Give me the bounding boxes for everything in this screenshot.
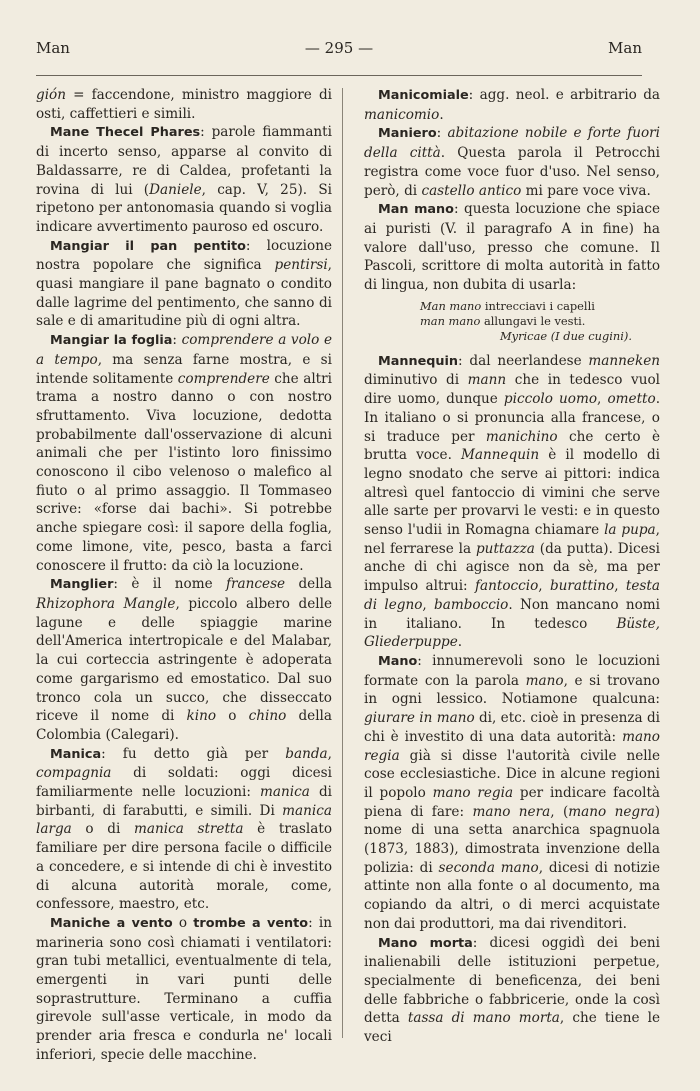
body-text: , (614, 578, 626, 595)
italic-text: compagnia (36, 765, 112, 782)
body-text: : dal neerlandese (458, 352, 589, 369)
headword: Mangiar il pan pentito (50, 238, 246, 254)
body-text: : in marineria sono così chiamati i ventilatori: gran tubi metallici, eventualmente di tela, emergenti in vari punti delle soprastrutture. Terminano a cuffia girevole sull'asse verticale, in modo da prender aria fresca e condurla ne' locali inferiori, specie delle macchine. (36, 914, 332, 1063)
headword: Mannequin (378, 353, 459, 369)
body-text: intrecciavi i capelli (481, 298, 595, 313)
body-text: . In italiano o si pronuncia alla francese, o si traduce per (364, 391, 661, 445)
italic-text: abitazione nobile e forte fuori della città (364, 125, 660, 162)
italic-text: mano (525, 672, 564, 689)
body-text: mi pare voce viva. (521, 182, 651, 199)
italic-text: pentirsi (274, 257, 328, 274)
page-header (36, 36, 642, 60)
body-text: diminutivo di (364, 372, 468, 389)
italic-text: manneken (588, 352, 660, 369)
body-text: , (327, 745, 332, 762)
body-text: = faccendone, ministro maggiore di osti, caffettieri e simili. (36, 87, 332, 122)
body-text: : innumerevoli sono le locuzioni formate con la parola (364, 652, 660, 689)
italic-text: piccolo uomo (503, 391, 598, 408)
italic-text: giurare in mano (364, 710, 475, 727)
body-text: della (285, 576, 332, 593)
headword: Mangiar la foglia (50, 333, 173, 349)
headword: Mane Thecel Phares (50, 125, 201, 141)
italic-text: puttazza (475, 540, 535, 557)
body-text: , e si trovano in ogni lessico. Notiamone qualcuna: (364, 672, 660, 708)
body-text: : agg. neol. e arbitrario da (468, 87, 660, 103)
body-text: . (439, 106, 444, 123)
body-text: è il modello di legno snodato che serve ai pittori: indica altresì quel fantoccio di vimini che serve alle sarte per provarvi le vesti: e in questo senso l'udii in Romagna chiamare (364, 447, 660, 539)
italic-text: Man mano (420, 298, 482, 313)
body-text: , ma senza farne mostra, e si intende solitamente (36, 351, 332, 387)
dictionary-entry (364, 86, 660, 124)
body-text: , che tiene le veci (364, 1010, 660, 1046)
dictionary-entry (364, 934, 660, 1047)
italic-text: mann (467, 372, 507, 389)
body-text: , dicesi di notizie attinte non alla fonte o al documento, ma copiando da altri, o di merci acquistate non dai produttori, ma dai rivenditori. (364, 859, 660, 932)
dictionary-entry (36, 914, 332, 1065)
right-column (364, 86, 660, 1047)
body-text: o (216, 708, 249, 725)
body-text: già si disse l'autorità civile nelle cose ecclesiastiche. Dice in alcune regioni il popolo (364, 747, 660, 801)
italic-text: man mano (420, 313, 481, 328)
body-text: della Colombia (Calegari). (36, 708, 333, 743)
body-text: , piccolo albero delle lagune e delle spiaggie marine dell'America intertropicale e del Malabar, la cui corteccia astringente è adoperata come gargarismo ed emostatico. Dal suo tronco cola un succo, che disseccato riceve il nome di (36, 595, 332, 725)
italic-text: manica (260, 784, 310, 801)
headword: Mano morta (378, 935, 473, 951)
body-text: , (597, 391, 608, 408)
italic-text: Rhizophora Mangle (36, 595, 176, 612)
italic-text: mano negra (568, 803, 655, 820)
body-text: che altri trama a nostro danno o con nostro sfruttamento. Viva locuzione, dedotta probabilmente dall'osservazione di alcuni animali che per l'istinto loro finissimo conoscono il cibo velenoso o malefico al fiuto o al primo assaggio. Il Tommaseo scrive: «forse dai bachi». Si potrebbe anche spiegare così: il sapore della foglia, come limone, vite, pesco, basta a farci conoscere il frutto: da ciò la locuzione. (36, 370, 332, 574)
body-text: . Questa parola il Petrocchi registra come voce fuor d'uso. Nel senso, però, di (364, 145, 660, 199)
header-right: Man (608, 39, 642, 57)
italic-text: banda (285, 745, 328, 762)
italic-text: Daniele (149, 181, 202, 198)
body-text: , quasi mangiare il pane bagnato o condito dalle lagrime del pentimento, che sanno di sale e di amaritudine più di ogni altra. (36, 257, 332, 330)
dictionary-entry (364, 652, 660, 934)
headword: Mano (378, 653, 418, 669)
headword: Maniche a vento (50, 915, 173, 931)
body-text: : (436, 125, 448, 142)
header-rule (36, 75, 642, 76)
body-text: ) nome di una setta anarchica spagnuola (1873, 1883), dimostrata invenzione della polizia: di (364, 803, 660, 876)
headword: trombe a vento (193, 915, 309, 931)
italic-text: manichino (485, 428, 558, 445)
italic-text: kino (186, 708, 217, 725)
body-text: , (538, 578, 550, 595)
italic-text: testa di legno (364, 578, 660, 613)
body-text: : questa locuzione che spiace ai puristi (V. il paragrafo A in fine) ha valore dall'uso, presso che comune. Il Pascoli, scrittore di molta autorità in fatto di lingua, non dubita di usarla: (364, 201, 660, 294)
body-text: (da putta). Dicesi anche di chi agisce non da sè, ma per impulso altrui: (364, 540, 660, 595)
body-text: , nel ferrarese la (364, 522, 660, 557)
italic-text: chino (248, 708, 287, 725)
body-text: , ( (550, 803, 569, 820)
body-text: : dicesi oggidì dei beni inalienabili delle istituzioni perpetue, specialmente di beneficenza, dei beni delle fabbriche o fabbricerie, onde la così detta (364, 934, 661, 1027)
body-text: che certo è brutta voce. (364, 428, 660, 464)
body-text: : fu detto già per (101, 745, 286, 762)
italic-text: comprendere a volo e a tempo (36, 332, 332, 368)
body-text: di soldati: oggi dicesi familiarmente nelle locuzioni: (36, 765, 332, 801)
italic-text: ometto (607, 391, 656, 408)
dictionary-entry (36, 86, 332, 123)
poem-quote (420, 299, 660, 344)
headword: Man mano (378, 202, 454, 218)
left-column (36, 86, 332, 1065)
dictionary-entry (36, 237, 332, 332)
italic-text: gión (36, 87, 66, 103)
body-text: allungavi le vesti. (480, 313, 586, 328)
italic-text: tassa di mano morta (407, 1010, 560, 1027)
body-text: : locuzione nostra popolare che significa (36, 237, 332, 274)
italic-text: mano regia (364, 728, 660, 764)
body-text: o di (71, 821, 134, 838)
headword: Manicomiale (378, 88, 469, 103)
italic-text: manicomio (364, 106, 440, 123)
body-text: è traslato familiare per dire persona facile o difficile a concedere, e si intende di chi è investito di alcuna autorità morale, come, confessore, maestro, etc. (36, 821, 333, 913)
dictionary-entry (364, 352, 660, 652)
italic-text: mano regia (432, 784, 514, 801)
body-text: , cap. V, 25). Si ripetono per antonomasia quando si voglia indicare avvertimento pauroso ed oscuro. (36, 181, 332, 235)
italic-text: francese (226, 576, 286, 593)
italic-text: Mannequin (461, 447, 540, 464)
italic-text: comprendere (177, 370, 270, 387)
italic-text: la pupa (604, 522, 656, 539)
body-text: . (457, 634, 463, 651)
italic-text: mano nera (472, 803, 551, 820)
poem-line-1 (420, 299, 660, 314)
italic-text: burattino (549, 578, 615, 595)
italic-text: seconda mano (438, 859, 539, 876)
italic-text: bamboccio (434, 596, 509, 613)
italic-text: fantoccio (475, 578, 539, 595)
italic-text: manica larga (36, 802, 332, 838)
headword: Manglier (50, 577, 114, 593)
body-text: per indicare facoltà piena di fare: (364, 784, 661, 820)
body-text: di, etc. cioè in presenza di chi è investito di una data autorità: (364, 710, 661, 745)
dictionary-entry (36, 575, 332, 744)
dictionary-entry (36, 331, 332, 575)
poem-source: Myricae (I due cugini). (500, 328, 632, 343)
header-left: Man (36, 39, 70, 57)
body-text: di birbanti, di farabutti, e simili. Di (36, 784, 332, 819)
column-divider (342, 88, 343, 1038)
italic-text: manica stretta (134, 821, 244, 838)
page-number: — 295 — (304, 39, 374, 57)
body-text: che in tedesco vuol dire uomo, dunque (364, 372, 660, 408)
body-text: . Non mancano nomi in italiano. In tedesco (364, 596, 660, 632)
italic-text: Büste, Gliederpuppe (364, 615, 660, 651)
body-text: , (422, 596, 435, 613)
body-text: : è il nome (113, 576, 227, 593)
poem-line-2 (420, 314, 660, 329)
dictionary-entry (364, 200, 660, 295)
italic-text: castello antico (421, 182, 522, 199)
headword: Maniero (378, 126, 437, 142)
body-text: : (172, 332, 182, 349)
dictionary-entry (36, 123, 332, 236)
body-text: : parole fiammanti di incerto senso, apparse al convito di Baldassarre, re di Caldea, profetanti la rovina di lui ( (36, 124, 332, 198)
dictionary-entry (36, 745, 332, 914)
dictionary-entry (364, 124, 660, 200)
headword: Manica (50, 746, 102, 762)
body-text: o (172, 914, 194, 931)
